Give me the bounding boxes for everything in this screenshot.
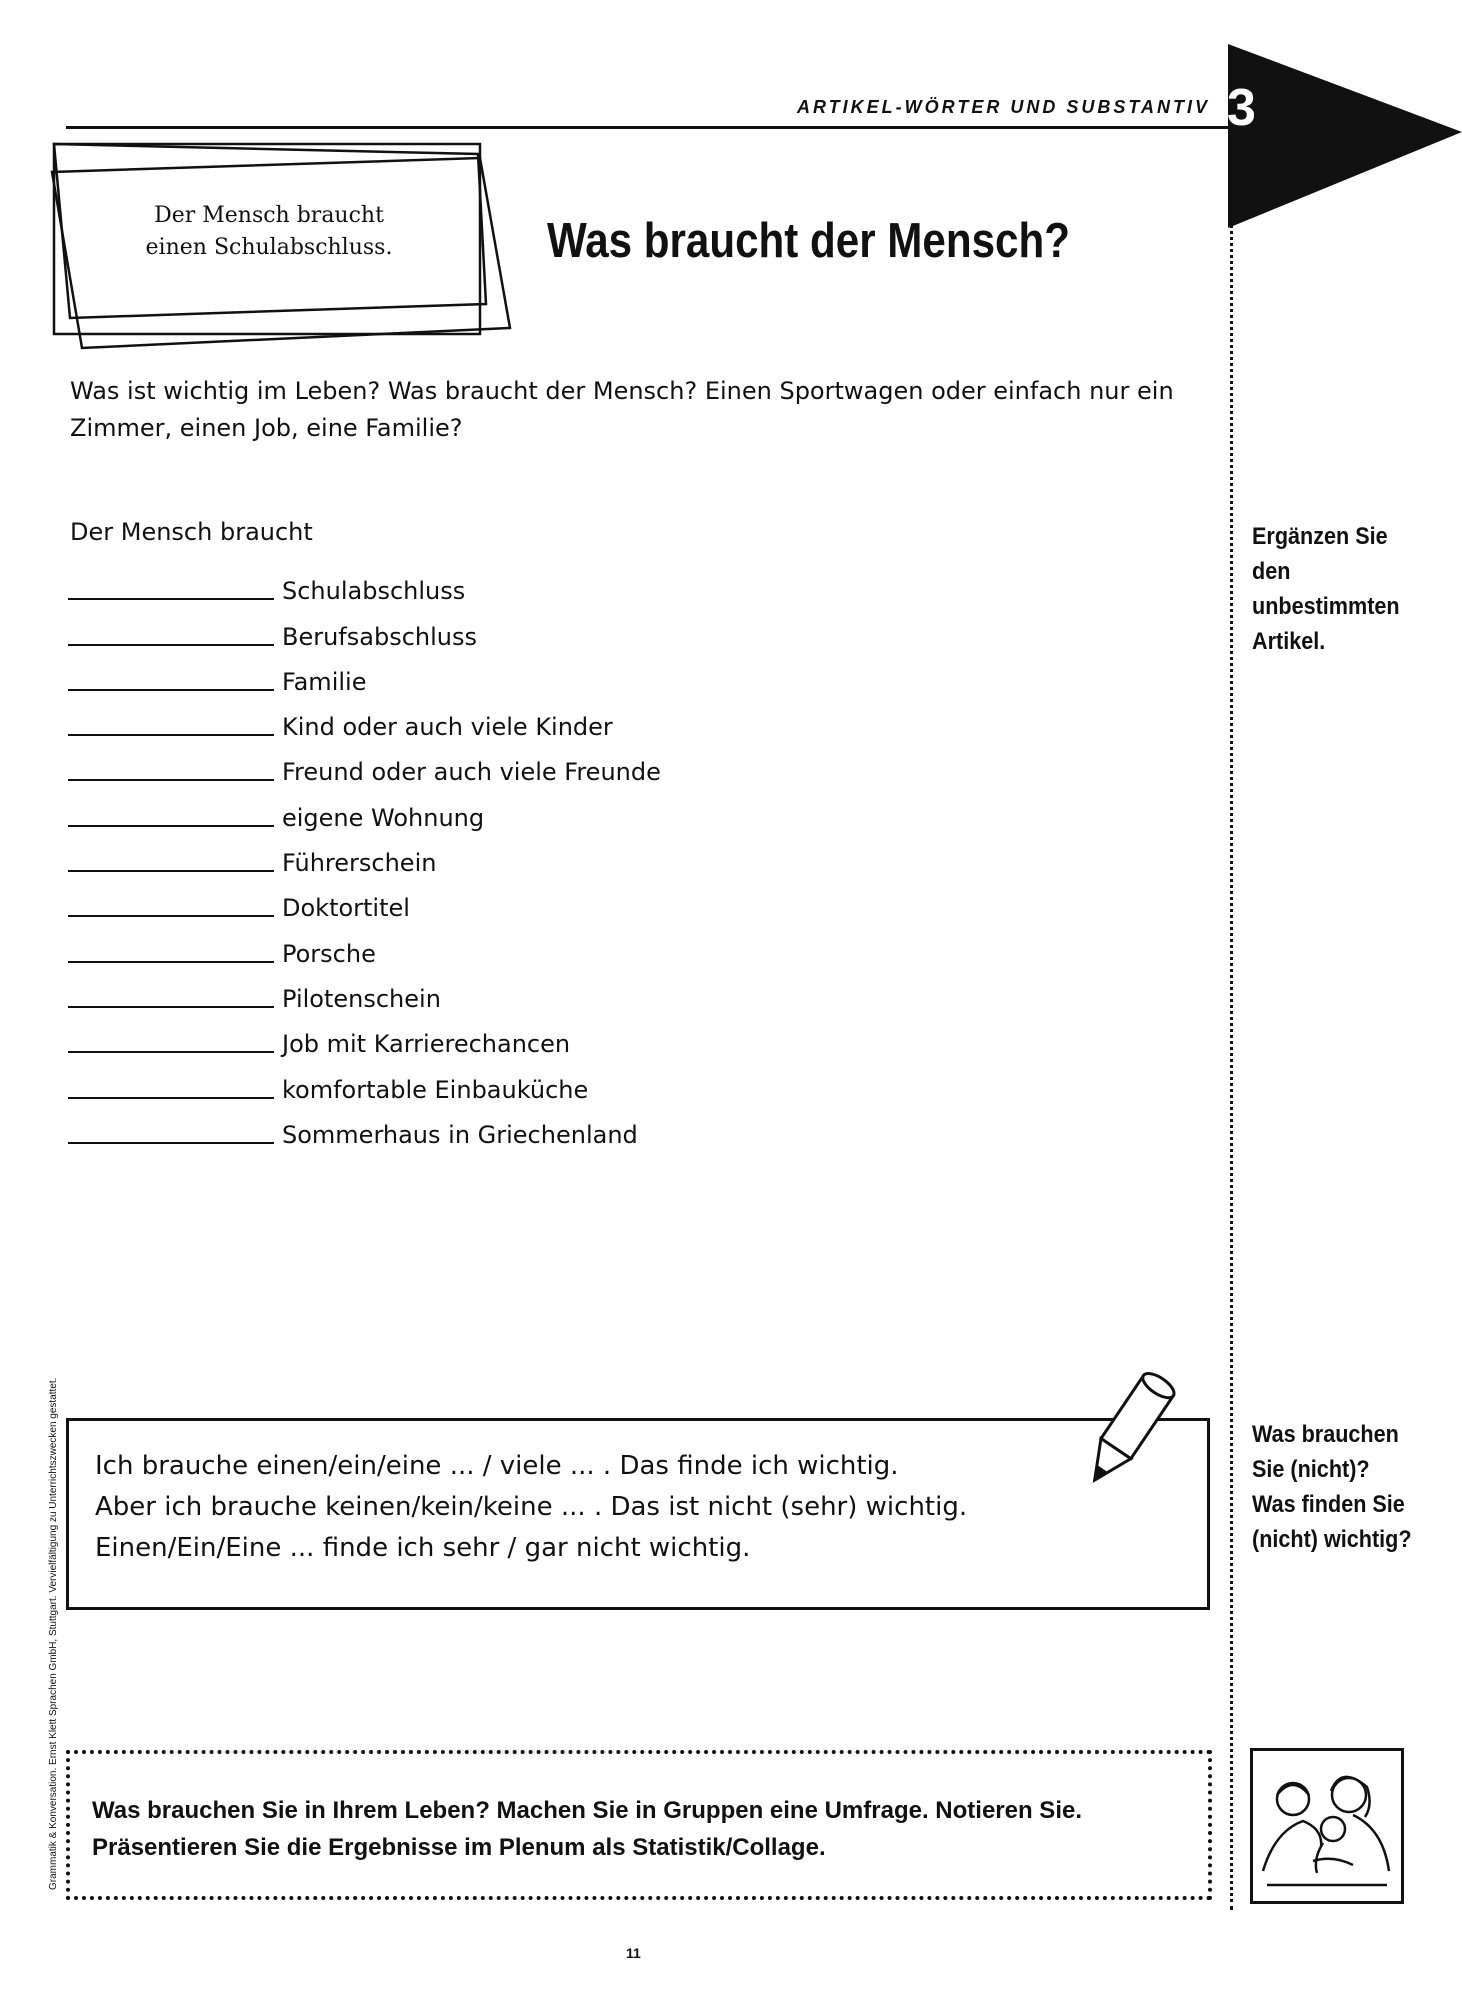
answer-blank[interactable]: [68, 644, 274, 646]
note-line: unbestimmten: [1252, 593, 1400, 620]
header-rule: [66, 126, 1316, 129]
item-noun: Freund oder auch viele Freunde: [282, 758, 661, 787]
intro-text: [70, 373, 1190, 447]
speech-line: Aber ich brauche keinen/kein/keine ... . Das ist nicht (sehr) wichtig.: [95, 1492, 968, 1522]
item-noun: eigene Wohnung: [282, 803, 485, 832]
item-noun: Berufsabschluss: [282, 622, 477, 651]
answer-blank[interactable]: [68, 915, 274, 917]
frame-caption-line: einen Schulabschluss.: [145, 235, 393, 260]
frame-caption: [104, 200, 434, 264]
list-item: [68, 560, 661, 605]
answer-blank[interactable]: [68, 1097, 274, 1099]
exercise-heading: Der Mensch braucht: [70, 518, 313, 546]
intro-line: Zimmer, einen Job, eine Familie?: [70, 414, 463, 442]
answer-blank[interactable]: [68, 825, 274, 827]
item-noun: Job mit Karrierechancen: [282, 1030, 571, 1059]
list-item: [68, 741, 661, 786]
note-line: (nicht) wichtig?: [1252, 1526, 1412, 1553]
task-line: Präsentieren Sie die Ergebnisse im Plenum als Statistik/Collage.: [92, 1834, 826, 1861]
note-line: Was finden Sie: [1252, 1491, 1405, 1518]
frame-caption-line: Der Mensch braucht: [154, 203, 384, 228]
margin-dotted-rule: [1230, 140, 1233, 1910]
list-item: [68, 1104, 661, 1149]
speech-line: Ich brauche einen/ein/eine ... / viele ... . Das finde ich wichtig.: [95, 1451, 899, 1481]
pencil-icon: [1076, 1356, 1206, 1496]
page-number: 11: [626, 1945, 641, 1961]
answer-blank[interactable]: [68, 1051, 274, 1053]
item-noun: komfortable Einbauküche: [282, 1075, 589, 1104]
answer-blank[interactable]: [68, 870, 274, 872]
answer-blank[interactable]: [68, 779, 274, 781]
list-item: [68, 651, 661, 696]
item-noun: Schulabschluss: [282, 577, 466, 606]
answer-blank[interactable]: [68, 961, 274, 963]
speech-line: Einen/Ein/Eine ... finde ich sehr / gar nicht wichtig.: [95, 1533, 751, 1563]
note-line: Was brauchen: [1252, 1421, 1399, 1448]
page-title: Was braucht der Mensch?: [547, 214, 1070, 268]
list-item: [68, 786, 661, 831]
note-line: Ergänzen Sie den: [1252, 523, 1388, 585]
list-item: [68, 832, 661, 877]
item-noun: Pilotenschein: [282, 984, 441, 1013]
list-item: [68, 922, 661, 967]
people-talking-icon: [1253, 1751, 1401, 1901]
fill-in-list: [68, 560, 661, 1149]
answer-blank[interactable]: [68, 734, 274, 736]
list-item: [68, 968, 661, 1013]
note-line: Artikel.: [1252, 628, 1326, 655]
intro-line: Was ist wichtig im Leben? Was braucht der Mensch? Einen Sportwagen oder einfach nur ein: [70, 377, 1174, 405]
group-discussion-illustration: [1250, 1748, 1404, 1904]
item-noun: Sommerhaus in Griechenland: [282, 1120, 638, 1149]
list-item: [68, 605, 661, 650]
item-noun: Familie: [282, 667, 367, 696]
chapter-flag-icon: [1228, 44, 1462, 228]
list-item: [68, 696, 661, 741]
chapter-label: ARTIKEL-WÖRTER UND SUBSTANTIV: [797, 97, 1210, 117]
margin-note-question: [1252, 1417, 1432, 1557]
answer-blank[interactable]: [68, 1142, 274, 1144]
chapter-number: 3: [1227, 79, 1256, 137]
speech-phrases: [95, 1446, 967, 1569]
item-noun: Kind oder auch viele Kinder: [282, 713, 613, 742]
list-item: [68, 1058, 661, 1103]
task-line: Was brauchen Sie in Ihrem Leben? Machen Sie in Gruppen eine Umfrage. Notieren Sie.: [92, 1797, 1082, 1824]
copyright-note: Grammatik & Konversation. Ernst Klett Sprachen GmbH, Stuttgart. Vervielfältigung zu Unterrichtszwecken gestattet.: [48, 1377, 59, 1890]
item-noun: Führerschein: [282, 849, 437, 878]
margin-note-instruction: [1252, 519, 1432, 659]
note-line: Sie (nicht)?: [1252, 1456, 1370, 1483]
answer-blank[interactable]: [68, 689, 274, 691]
item-noun: Doktortitel: [282, 894, 410, 923]
task-text: [92, 1792, 1082, 1866]
answer-blank[interactable]: [68, 1006, 274, 1008]
list-item: [68, 1013, 661, 1058]
answer-blank[interactable]: [68, 598, 274, 600]
list-item: [68, 877, 661, 922]
item-noun: Porsche: [282, 939, 376, 968]
